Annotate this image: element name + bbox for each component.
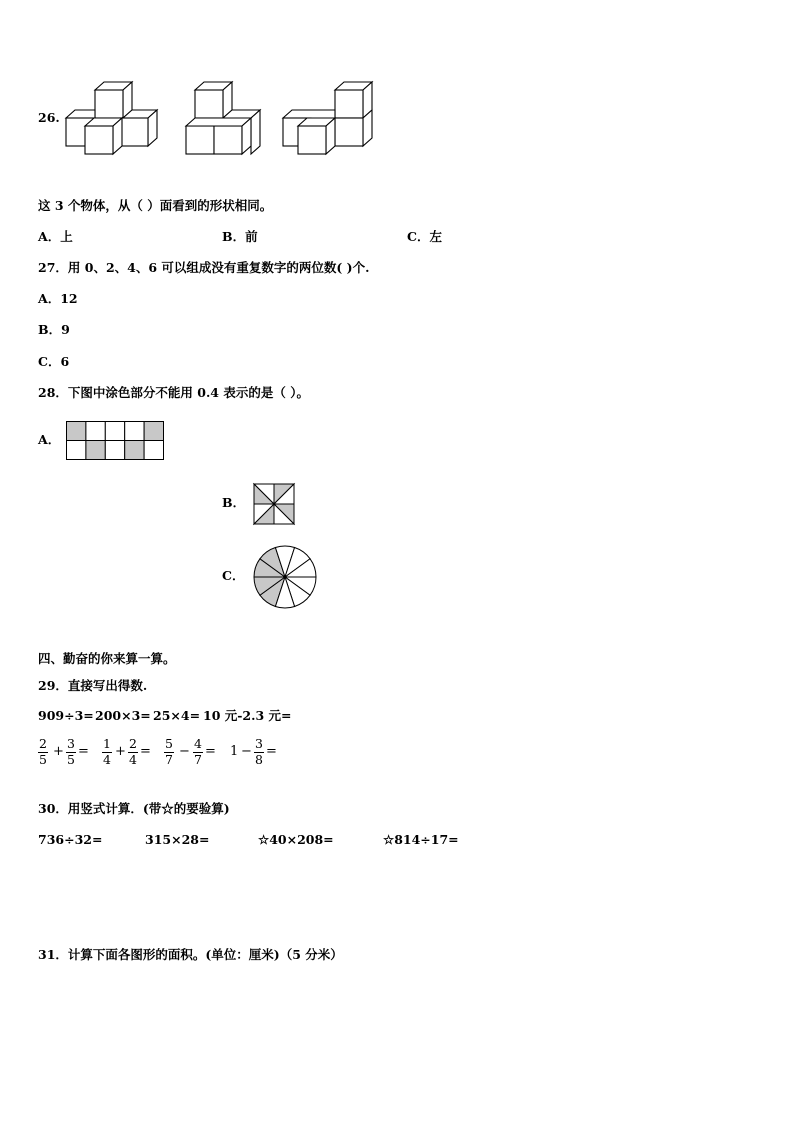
denominator: 7: [194, 751, 202, 767]
grid-cell: [105, 422, 124, 441]
numerator: 3: [255, 736, 263, 751]
numerator: 2: [129, 736, 137, 751]
q28-label-a: A．: [38, 432, 61, 447]
q30-stem: 30．用竖式计算．(带☆的要验算): [38, 801, 230, 816]
grid-cell: [105, 441, 124, 460]
denominator: 4: [129, 751, 137, 767]
q26-option-c: C．左: [407, 229, 442, 244]
whole-number: 1: [230, 744, 239, 759]
q27-option-a: A．12: [38, 291, 78, 306]
q26-stem: 这 3 个物体，从（ ）面看到的形状相同。: [38, 198, 273, 213]
operator: +: [53, 744, 64, 759]
shaded-square-figure: [252, 482, 296, 526]
q29-calc-3: 25×4=: [153, 708, 201, 723]
q27-stem: 27．用 0、2、4、6 可以组成没有重复数字的两位数( )个.: [38, 260, 370, 275]
q27-option-c: C．6: [38, 354, 70, 369]
grid-cell: [125, 422, 144, 441]
shaded-cell: [144, 422, 163, 441]
shaded-cell: [86, 441, 105, 460]
operator: −: [179, 744, 190, 759]
shaded-circle-figure: [252, 544, 318, 610]
fraction: [254, 738, 264, 766]
numerator: 4: [194, 736, 202, 751]
q29-calc-4: 10 元-2.3 元=: [203, 708, 292, 723]
q28-stem: 28．下图中涂色部分不能用 0.4 表示的是（ ）。: [38, 385, 309, 400]
q29-stem: 29．直接写出得数.: [38, 678, 148, 693]
operator: −: [241, 744, 252, 759]
numerator: 3: [67, 736, 75, 751]
q30-item-3: ☆40×208=: [258, 832, 334, 847]
cube-figure-3: [280, 78, 380, 158]
equals: =: [78, 744, 89, 759]
equals: =: [205, 744, 216, 759]
grid-cell: [86, 422, 105, 441]
fraction: [102, 738, 112, 766]
fraction: [193, 738, 203, 766]
q28-label-b: B．: [222, 495, 246, 510]
q29-calc-2: 200×3=: [95, 708, 151, 723]
shaded-cell: [67, 422, 86, 441]
q28-label-c: C．: [222, 568, 245, 583]
numerator: 1: [103, 736, 111, 751]
q27-option-b: B．9: [38, 322, 70, 337]
shaded-cell: [125, 441, 144, 460]
numerator: 5: [165, 736, 173, 751]
denominator: 7: [165, 751, 173, 767]
grid-cell: [67, 441, 86, 460]
q30-item-2: 315×28=: [145, 832, 210, 847]
fraction: [38, 738, 48, 766]
denominator: 8: [255, 751, 263, 767]
question-number-26: 26.: [38, 110, 60, 125]
q26-option-a: A．上: [38, 229, 73, 244]
fraction: [66, 738, 76, 766]
operator: +: [115, 744, 126, 759]
denominator: 5: [39, 751, 47, 767]
denominator: 5: [67, 751, 75, 767]
numerator: 2: [39, 736, 47, 751]
cube-figure-1: [62, 78, 162, 158]
shaded-grid-figure: [66, 421, 166, 461]
q26-option-b: B．前: [222, 229, 258, 244]
q30-item-4: ☆814÷17=: [383, 832, 459, 847]
q30-item-1: 736÷32=: [38, 832, 103, 847]
denominator: 4: [103, 751, 111, 767]
grid-cell: [144, 441, 163, 460]
section-4-heading: 四、勤奋的你来算一算。: [38, 651, 176, 666]
fraction: [164, 738, 174, 766]
equals: =: [266, 744, 277, 759]
equals: =: [140, 744, 151, 759]
q31-stem: 31．计算下面各图形的面积。(单位：厘米)（5 分米）: [38, 947, 343, 962]
fraction: [128, 738, 138, 766]
cube-figure-2: [183, 78, 263, 158]
q29-calc-1: 909÷3=: [38, 708, 94, 723]
